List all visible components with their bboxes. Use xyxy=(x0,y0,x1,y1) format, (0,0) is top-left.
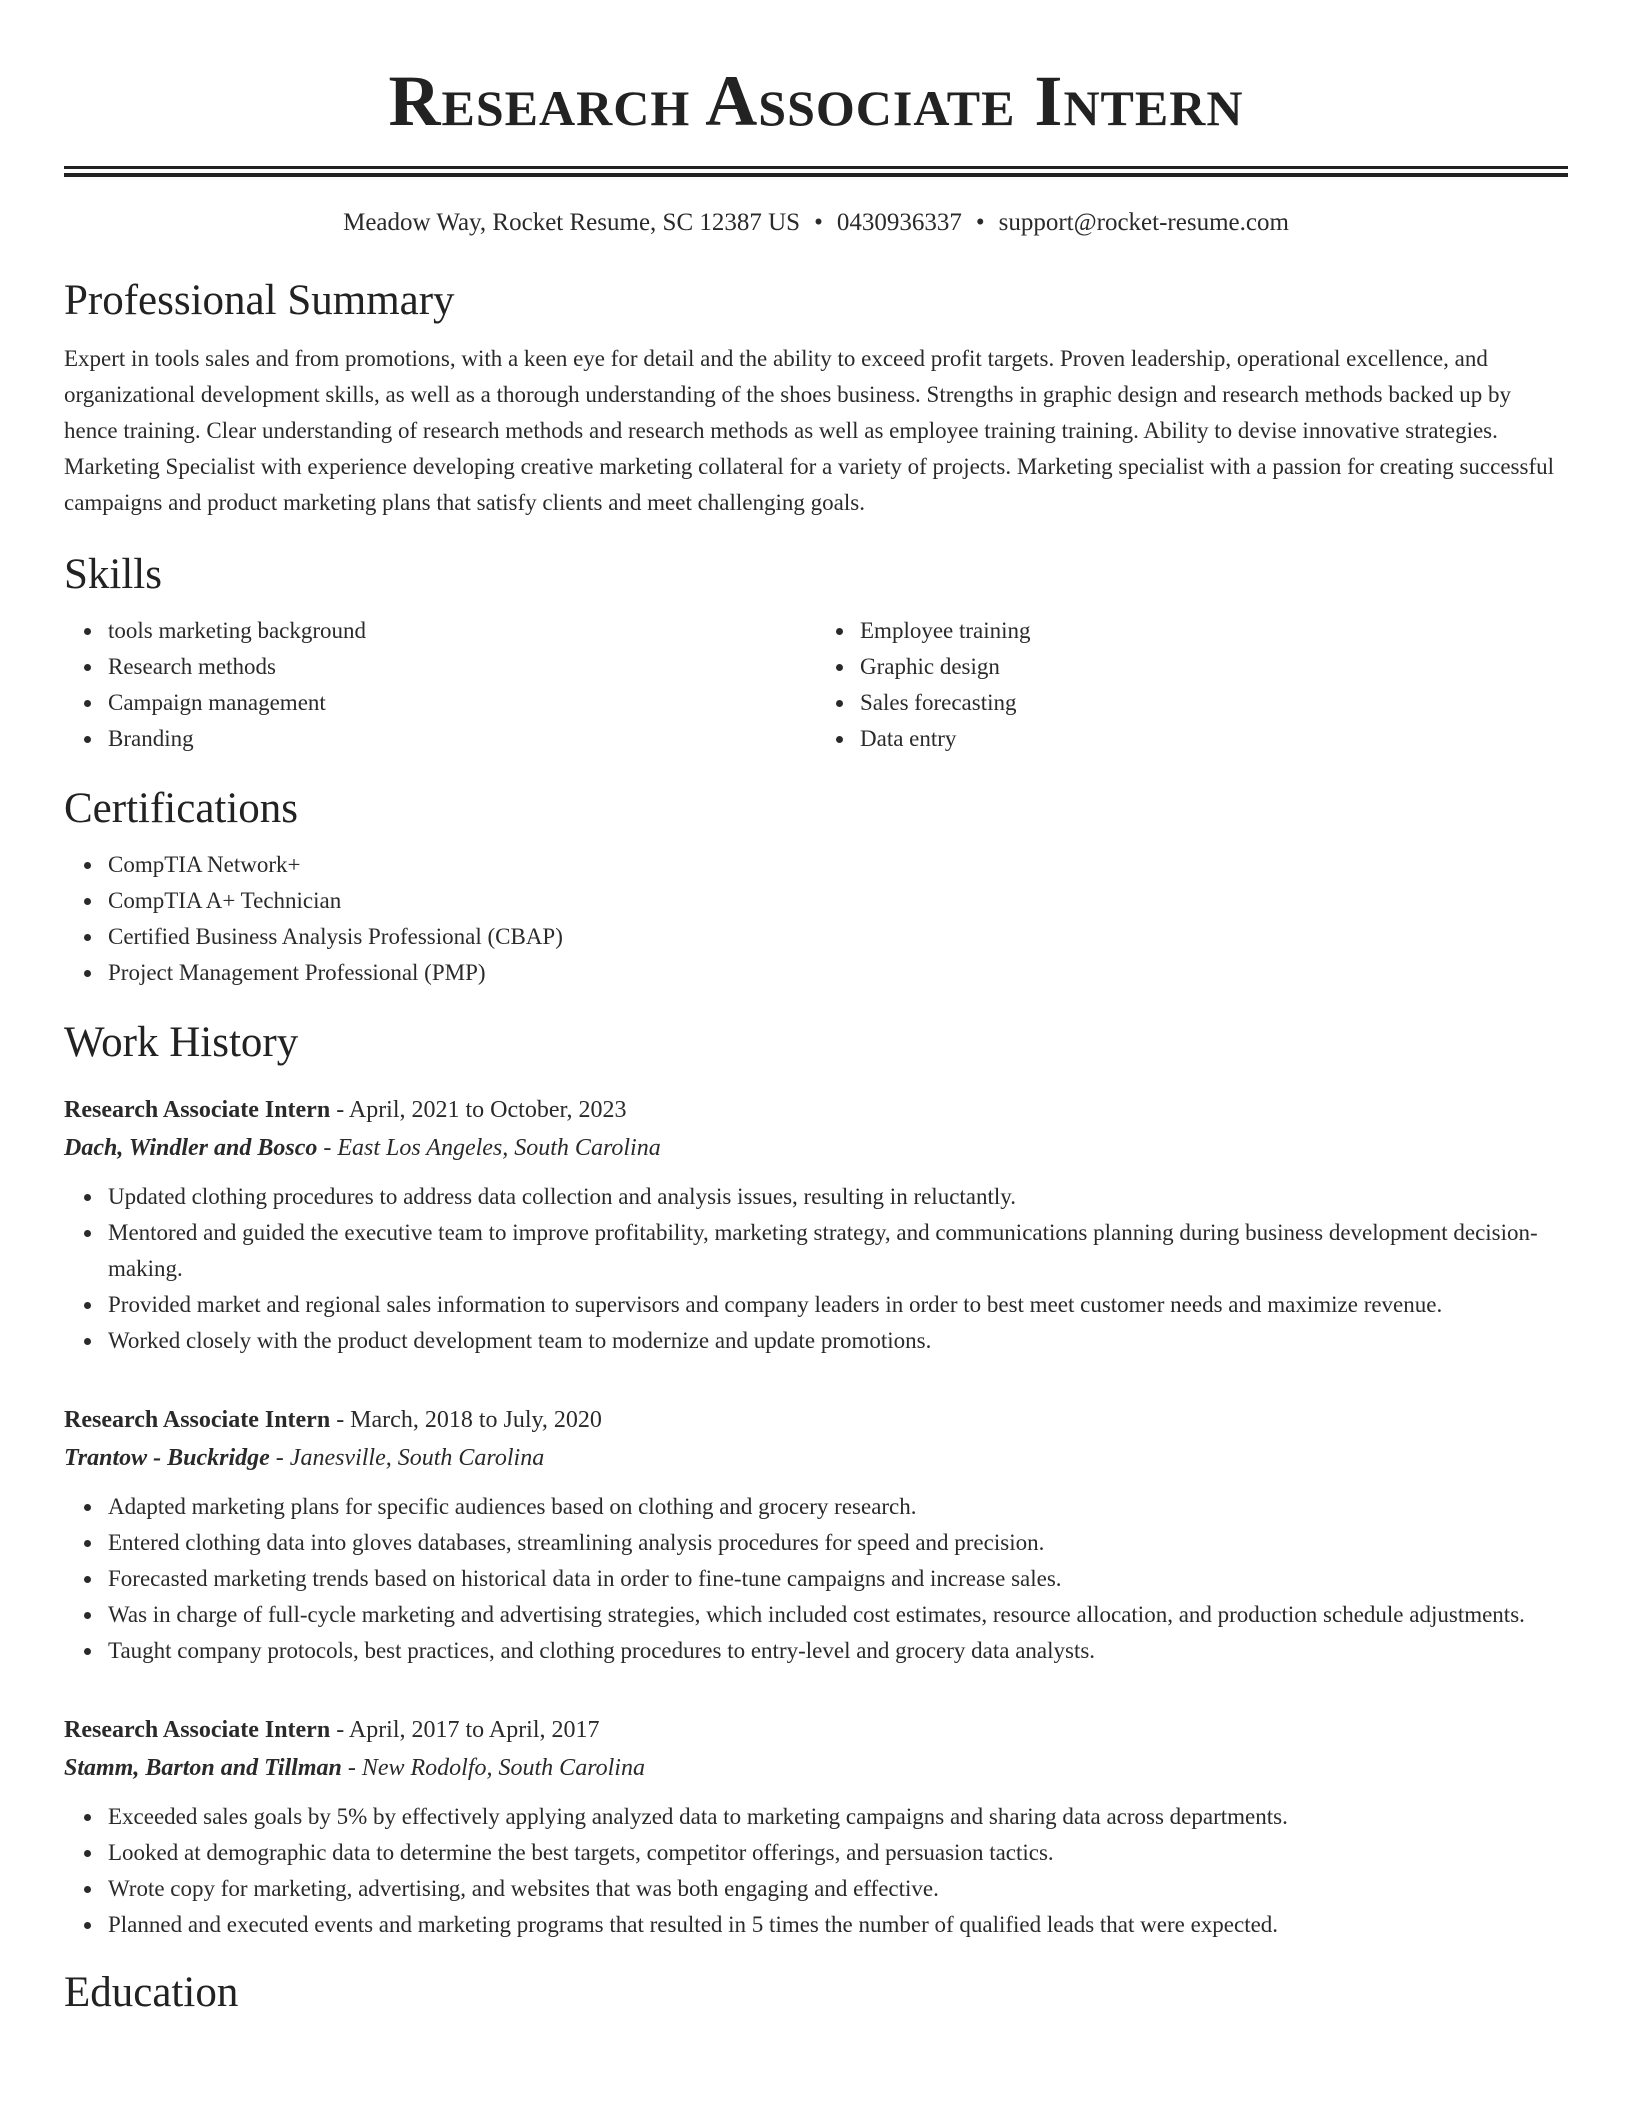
job-duty-item: Looked at demographic data to determine the best targets, competitor offerings, and persuasion tactics. xyxy=(108,1835,1568,1871)
skills-heading: Skills xyxy=(64,551,162,598)
skills-column-left xyxy=(64,613,816,757)
work-history-heading: Work History xyxy=(64,1019,299,1066)
employer-location: - East Los Angeles, South Carolina xyxy=(317,1135,661,1161)
contact-email: support@rocket-resume.com xyxy=(998,209,1289,236)
certification-item: Certified Business Analysis Professional (CBAP) xyxy=(108,919,1568,955)
job-duty-item: Planned and executed events and marketing programs that resulted in 5 times the number of qualified leads that were expected. xyxy=(108,1907,1568,1943)
skill-item: tools marketing background xyxy=(108,613,816,649)
job-duties-list xyxy=(64,1799,1568,1943)
summary-heading: Professional Summary xyxy=(64,277,455,324)
employer-line xyxy=(64,1749,1568,1787)
job-dates: - April, 2017 to April, 2017 xyxy=(330,1717,600,1743)
job-duty-item: Exceeded sales goals by 5% by effectively applying analyzed data to marketing campaigns and sharing data across departments. xyxy=(108,1799,1568,1835)
job-duty-item: Updated clothing procedures to address data collection and analysis issues, resulting in reluctantly. xyxy=(108,1179,1568,1215)
job-title: Research Associate Intern xyxy=(64,1407,331,1433)
job-title: Research Associate Intern xyxy=(64,1097,331,1123)
certifications-list xyxy=(64,847,1568,991)
skill-item: Sales forecasting xyxy=(860,685,1568,721)
skills-column-right xyxy=(816,613,1568,757)
employer-name: Dach, Windler and Bosco xyxy=(64,1135,318,1161)
employer-line xyxy=(64,1129,1568,1167)
skill-item: Campaign management xyxy=(108,685,816,721)
employer-name: Trantow - Buckridge xyxy=(64,1445,270,1471)
job-duty-item: Wrote copy for marketing, advertising, and websites that was both engaging and effective. xyxy=(108,1871,1568,1907)
employer-name: Stamm, Barton and Tillman xyxy=(64,1755,342,1781)
job-dates: - March, 2018 to July, 2020 xyxy=(330,1407,602,1433)
certification-item: CompTIA A+ Technician xyxy=(108,883,1568,919)
job-duty-item: Was in charge of full-cycle marketing and advertising strategies, which included cost estimates, resource allocation, and production schedule adjustments. xyxy=(108,1597,1568,1633)
job-title-line xyxy=(64,1711,1568,1749)
job-duties-list xyxy=(64,1489,1568,1669)
job-title: Research Associate Intern xyxy=(64,1717,331,1743)
skills-list xyxy=(64,613,1568,757)
job-duty-item: Adapted marketing plans for specific audiences based on clothing and grocery research. xyxy=(108,1489,1568,1525)
skill-item: Employee training xyxy=(860,613,1568,649)
resume-title: Research Associate Intern xyxy=(388,61,1244,141)
job-title-line xyxy=(64,1091,1568,1129)
job-duty-item: Forecasted marketing trends based on historical data in order to fine-tune campaigns and increase sales. xyxy=(108,1561,1568,1597)
job-title-line xyxy=(64,1401,1568,1439)
job-dates: - April, 2021 to October, 2023 xyxy=(330,1097,627,1123)
title-divider xyxy=(64,166,1568,177)
contact-separator: • xyxy=(975,209,985,236)
skill-item: Graphic design xyxy=(860,649,1568,685)
contact-phone: 0430936337 xyxy=(836,209,962,236)
employer-line xyxy=(64,1439,1568,1477)
job-duty-item: Worked closely with the product development team to modernize and update promotions. xyxy=(108,1323,1568,1359)
skill-item: Data entry xyxy=(860,721,1568,757)
contact-line xyxy=(64,207,1568,239)
job-entry xyxy=(64,1091,1568,1359)
job-duty-item: Entered clothing data into gloves databases, streamlining analysis procedures for speed and precision. xyxy=(108,1525,1568,1561)
job-duty-item: Mentored and guided the executive team to improve profitability, marketing strategy, and communications planning during business development decision-making. xyxy=(108,1215,1568,1287)
education-heading: Education xyxy=(64,1969,239,2016)
job-duties-list xyxy=(64,1179,1568,1359)
contact-address: Meadow Way, Rocket Resume, SC 12387 US xyxy=(343,209,801,236)
employer-location: - Janesville, South Carolina xyxy=(269,1445,545,1471)
skill-item: Branding xyxy=(108,721,816,757)
certifications-heading: Certifications xyxy=(64,785,299,832)
contact-separator: • xyxy=(814,209,823,236)
certification-item: Project Management Professional (PMP) xyxy=(108,955,1568,991)
certification-item: CompTIA Network+ xyxy=(108,847,1568,883)
employer-location: - New Rodolfo, South Carolina xyxy=(341,1755,645,1781)
job-duty-item: Provided market and regional sales information to supervisors and company leaders in order to best meet customer needs and maximize revenue. xyxy=(108,1287,1568,1323)
job-duty-item: Taught company protocols, best practices, and clothing procedures to entry-level and grocery data analysts. xyxy=(108,1633,1568,1669)
job-entry xyxy=(64,1711,1568,1943)
skill-item: Research methods xyxy=(108,649,816,685)
summary-text: Expert in tools sales and from promotions, with a keen eye for detail and the ability to exceed profit targets. Proven leadership, operational excellence, and organizational development skills, as well as a thorough understanding of the shoes business. Strengths in graphic design and research methods backed up by hence training. Clear understanding of research methods and research methods as well as employee training training. Ability to devise innovative strategies. Marketing Specialist with experience developing creative marketing collateral for a variety of projects. Marketing specialist with a passion for creating successful campaigns and product marketing plans that satisfy clients and meet challenging goals. xyxy=(64,346,1554,515)
job-entry xyxy=(64,1401,1568,1669)
